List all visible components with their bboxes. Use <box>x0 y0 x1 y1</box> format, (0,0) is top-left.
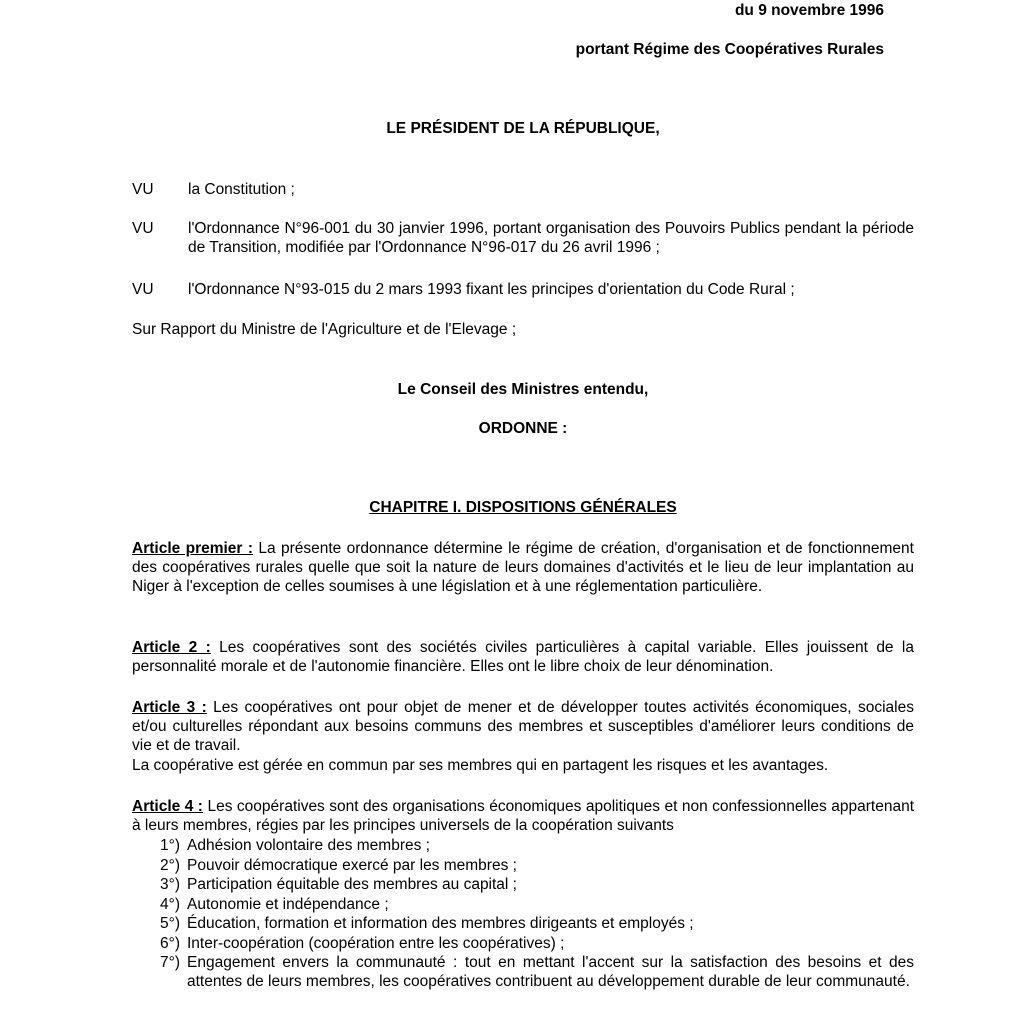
list-item <box>160 836 914 856</box>
list-item <box>160 895 914 915</box>
article-3 <box>132 698 914 755</box>
ordinance-date: du 9 novembre 1996 <box>734 2 884 19</box>
article-title: Article 2 : <box>132 639 211 656</box>
list-item-text: Participation équitable des membres au capital ; <box>187 876 517 893</box>
list-item <box>160 875 914 895</box>
list-item <box>160 914 914 934</box>
visa-ordonnance-93-015 <box>132 280 914 299</box>
article-text: Les coopératives sont des sociétés civiles particulières à capital variable. Elles jouissent de la personnalité morale et de l'autonomie financière. Elles ont le libre choix de leur dénomination. <box>132 639 914 675</box>
list-item-number: 3°) <box>160 876 180 893</box>
ordinance-subtitle: portant Régime des Coopératives Rurales <box>575 41 884 58</box>
list-item-number: 5°) <box>160 915 180 932</box>
ordonne-heading: ORDONNE : <box>478 420 568 437</box>
article-text: La présente ordonnance détermine le régime de création, d'organisation et de fonctionnement des coopératives rurales quelle que soit la nature de leurs domaines d'activités et le lieu de leur implantation au Niger à l'exception de celles soumises à une législation et à une réglementation particulière. <box>132 540 914 595</box>
article-2 <box>132 638 914 676</box>
conseil-heading: Le Conseil des Ministres entendu, <box>397 381 649 398</box>
article-3-continuation: La coopérative est gérée en commun par ses membres qui en partagent les risques et les avantages. <box>132 757 829 774</box>
visa-text: l'Ordonnance N°93-015 du 2 mars 1993 fixant les principes d'orientation du Code Rural ; <box>188 281 795 298</box>
visa-label: VU <box>132 281 154 298</box>
list-item <box>160 856 914 876</box>
chapter-heading: CHAPITRE I. DISPOSITIONS GÉNÉRALES <box>369 499 677 516</box>
visa-ordonnance-96-001 <box>132 219 914 257</box>
list-item-number: 6°) <box>160 934 180 952</box>
list-item <box>160 934 914 954</box>
article-title: Article 4 : <box>132 798 203 815</box>
list-item-text: Adhésion volontaire des membres ; <box>187 837 430 854</box>
article-title: Article premier : <box>132 540 253 557</box>
article-1 <box>132 539 914 596</box>
visa-text: la Constitution ; <box>188 181 295 198</box>
list-item-number: 4°) <box>160 895 180 913</box>
list-item-text: Engagement envers la communauté : tout en mettant l'accent sur la satisfaction des besoins et des attentes de leurs membres, les coopératives contribuent au développement durable de leur communauté. <box>187 954 914 990</box>
article-4 <box>132 797 914 835</box>
visa-constitution <box>132 180 914 199</box>
article-title: Article 3 : <box>132 699 207 716</box>
list-item-number: 2°) <box>160 856 180 874</box>
list-item-text: Pouvoir démocratique exercé par les membres ; <box>187 856 517 874</box>
visa-text: l'Ordonnance N°96-001 du 30 janvier 1996, portant organisation des Pouvoirs Publics pendant la période de Transition, modifiée par l'Ordonnance N°96-017 du 26 avril 1996 ; <box>188 220 914 256</box>
list-item <box>160 953 914 991</box>
list-item-number: 1°) <box>160 837 180 854</box>
rapport-line: Sur Rapport du Ministre de l'Agriculture et de l'Elevage ; <box>132 321 517 338</box>
visa-label: VU <box>132 181 154 198</box>
list-item-text: Inter-coopération (coopération entre les coopératives) ; <box>187 934 565 952</box>
list-item-number: 7°) <box>160 954 180 971</box>
article-text: Les coopératives ont pour objet de mener et de développer toutes activités économiques, sociales et/ou culturelles répondant aux besoins communs des membres et susceptibles d'améliorer leurs conditions de vie et de travail. <box>132 699 914 754</box>
principles-list <box>160 836 914 991</box>
article-text: Les coopératives sont des organisations économiques apolitiques et non confessionnelles appartenant à leurs membres, régies par les principes universels de la coopération suivants <box>132 798 914 834</box>
visa-label: VU <box>132 220 154 237</box>
president-heading: LE PRÉSIDENT DE LA RÉPUBLIQUE, <box>386 120 660 137</box>
list-item-text: Autonomie et indépendance ; <box>187 895 389 913</box>
list-item-text: Éducation, formation et information des membres dirigeants et employés ; <box>187 915 694 932</box>
